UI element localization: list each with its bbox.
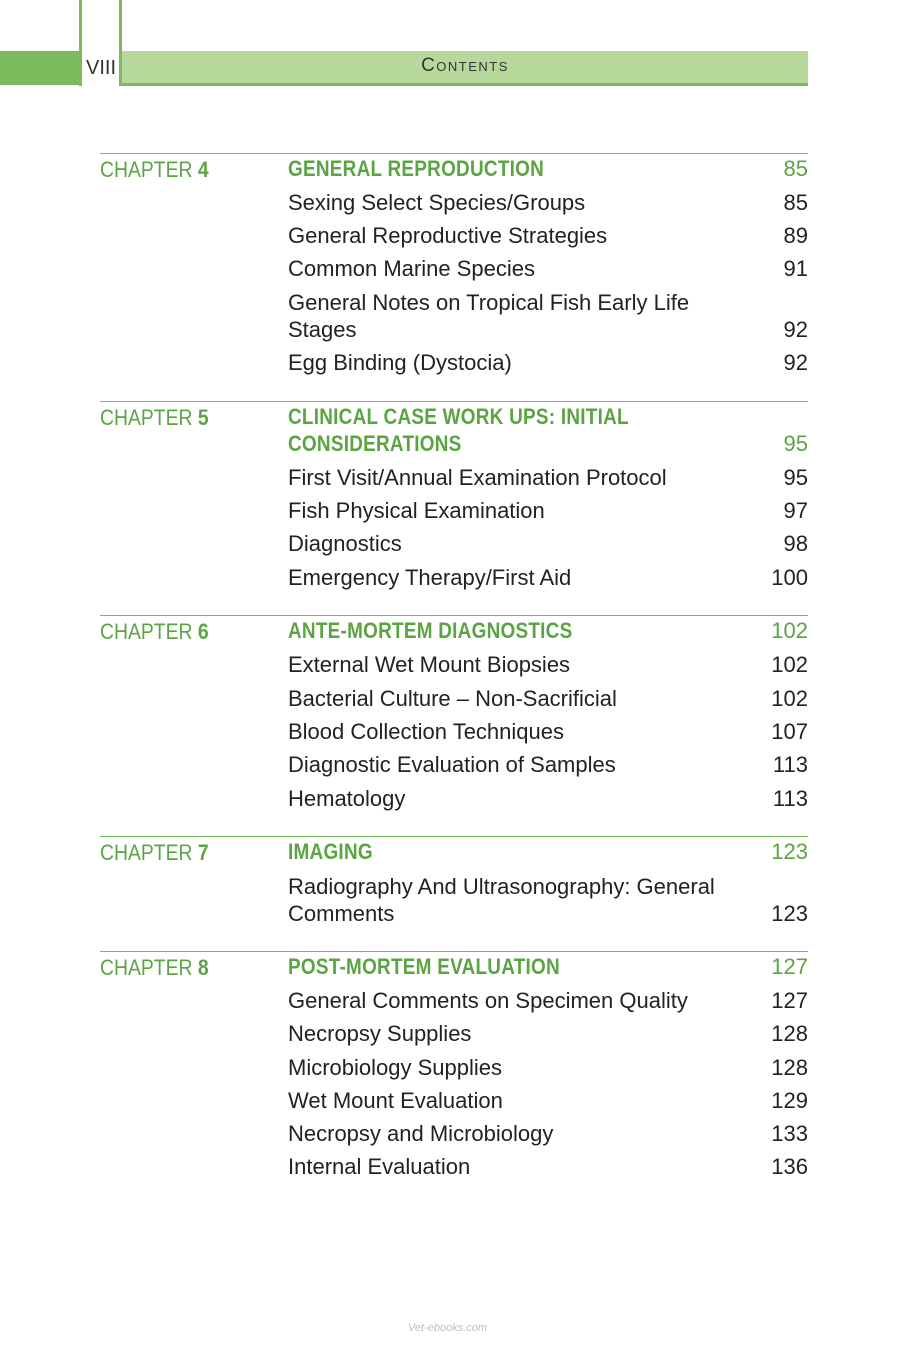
toc-entry[interactable] <box>288 751 808 778</box>
chapter-label-text: CHAPTER <box>100 840 193 865</box>
toc-entry-page: 128 <box>771 1055 808 1080</box>
chapter-page: 85 <box>783 156 808 181</box>
toc-entry-title: Necropsy Supplies <box>288 1021 472 1046</box>
chapter-label <box>100 840 209 866</box>
toc-entry-page: 102 <box>771 686 808 711</box>
chapter-number: 8 <box>197 955 209 980</box>
chapter-title-entry[interactable] <box>288 838 808 865</box>
toc-entry-page: 97 <box>783 498 808 523</box>
chapter-title: IMAGING <box>288 839 373 864</box>
chapter-label <box>100 619 209 645</box>
chapter-page: 123 <box>771 839 808 864</box>
toc-entry-title: External Wet Mount Biopsies <box>288 652 571 677</box>
toc-entry-title: Egg Binding (Dystocia) <box>288 350 512 375</box>
toc-entry-page: 89 <box>783 223 808 248</box>
toc-entry-page: 107 <box>771 719 808 744</box>
chapter-title-entry[interactable] <box>288 403 808 457</box>
toc-entry-page: 129 <box>771 1088 808 1113</box>
chapter-label-text: CHAPTER <box>100 405 193 430</box>
toc-entry-title: General Reproductive Strategies <box>288 223 608 248</box>
toc-entry-title: Sexing Select Species/Groups <box>288 190 586 215</box>
toc-entry-title: Bacterial Culture – Non-Sacrificial <box>288 686 617 711</box>
toc-entry-page: 136 <box>771 1154 808 1179</box>
toc-entry-page: 128 <box>771 1021 808 1046</box>
chapter-title: GENERAL REPRODUCTION <box>288 156 545 181</box>
toc-entry-page: 95 <box>783 465 808 490</box>
chapter-rule <box>100 401 808 402</box>
toc-entry[interactable] <box>288 987 808 1014</box>
toc-entry[interactable] <box>288 685 808 712</box>
toc-entry[interactable] <box>288 873 808 927</box>
chapter-title: POST-MORTEM EVALUATION <box>288 954 560 979</box>
chapter-number: 4 <box>197 157 209 182</box>
chapter-rule <box>100 836 808 837</box>
header-accent-block <box>0 51 80 85</box>
toc-entry-page: 133 <box>771 1121 808 1146</box>
chapter-number: 5 <box>197 405 209 430</box>
watermark: Vet-ebooks.com <box>408 1322 488 1334</box>
toc-entry-title: First Visit/Annual Examination Protocol <box>288 465 667 490</box>
toc-entry[interactable] <box>288 1087 808 1114</box>
chapter-page: 102 <box>771 618 808 643</box>
chapter-label <box>100 405 209 431</box>
toc-entry[interactable] <box>288 1153 808 1180</box>
chapter-rule <box>100 951 808 952</box>
toc-entry-title: Necropsy and Microbiology <box>288 1121 554 1146</box>
toc-entry-page: 127 <box>771 988 808 1013</box>
toc-entry-page: 113 <box>772 786 808 811</box>
chapter-number: 6 <box>197 619 209 644</box>
page-number: VIII <box>86 57 117 79</box>
toc-entry[interactable] <box>288 349 808 376</box>
chapter-title-entry[interactable] <box>288 617 808 644</box>
toc-entry[interactable] <box>288 289 808 343</box>
toc-entry-title: Hematology <box>288 786 406 811</box>
chapter-number: 7 <box>197 840 209 865</box>
toc-entry-title: Diagnostic Evaluation of Samples <box>288 752 616 777</box>
chapter-title: CLINICAL CASE WORK UPS: INITIAL CONSIDERATIONS <box>288 404 629 456</box>
toc-entry[interactable] <box>288 1020 808 1047</box>
toc-entry[interactable] <box>288 222 808 249</box>
toc-entry-page: 123 <box>771 901 808 926</box>
chapter-rule <box>100 153 808 154</box>
chapter-label-text: CHAPTER <box>100 619 193 644</box>
toc-entry-title: Blood Collection Techniques <box>288 719 564 744</box>
chapter-label <box>100 955 209 981</box>
toc-entry-page: 98 <box>783 531 808 556</box>
toc-entry-page: 92 <box>783 317 808 342</box>
chapter-label-text: CHAPTER <box>100 157 193 182</box>
toc-entry-title: Microbiology Supplies <box>288 1055 502 1080</box>
toc-entry-page: 102 <box>771 652 808 677</box>
toc-entry-page: 85 <box>783 190 808 215</box>
toc-entry[interactable] <box>288 1054 808 1081</box>
toc-entry-title: Emergency Therapy/First Aid <box>288 565 572 590</box>
toc-entry-page: 92 <box>783 350 808 375</box>
toc-entry-title: Fish Physical Examination <box>288 498 545 523</box>
toc-entry-title: General Comments on Specimen Quality <box>288 988 688 1013</box>
toc-entry[interactable] <box>288 785 808 812</box>
chapter-page: 95 <box>783 431 808 456</box>
toc-entry-title: Internal Evaluation <box>288 1154 471 1179</box>
toc-entry[interactable] <box>288 564 808 591</box>
toc-entry-title: Wet Mount Evaluation <box>288 1088 503 1113</box>
chapter-title: ANTE-MORTEM DIAGNOSTICS <box>288 618 573 643</box>
chapter-title-entry[interactable] <box>288 953 808 980</box>
toc-entry[interactable] <box>288 255 808 282</box>
chapter-rule <box>100 615 808 616</box>
toc-entry-title: Common Marine Species <box>288 256 535 281</box>
header-divider-line <box>79 0 82 86</box>
chapter-page: 127 <box>771 954 808 979</box>
toc-entry[interactable] <box>288 497 808 524</box>
toc-entry[interactable] <box>288 1120 808 1147</box>
toc-entry[interactable] <box>288 464 808 491</box>
toc-entry[interactable] <box>288 189 808 216</box>
toc-entry-title: Radiography And Ultrasonography: General Comments <box>288 874 715 926</box>
toc-entry[interactable] <box>288 651 808 678</box>
header-band-rule <box>122 83 808 86</box>
toc-entry-title: Diagnostics <box>288 531 402 556</box>
chapter-label <box>100 157 209 183</box>
toc-entry-title: General Notes on Tropical Fish Early Life Stages <box>288 290 690 342</box>
chapter-title-entry[interactable] <box>288 155 808 182</box>
toc-entry-page: 113 <box>772 752 808 777</box>
toc-entry-page: 91 <box>783 256 808 281</box>
toc-entry[interactable] <box>288 530 808 557</box>
toc-entry-page: 100 <box>771 565 808 590</box>
chapter-label-text: CHAPTER <box>100 955 193 980</box>
toc-entry[interactable] <box>288 718 808 745</box>
running-title: Contents <box>421 55 509 76</box>
